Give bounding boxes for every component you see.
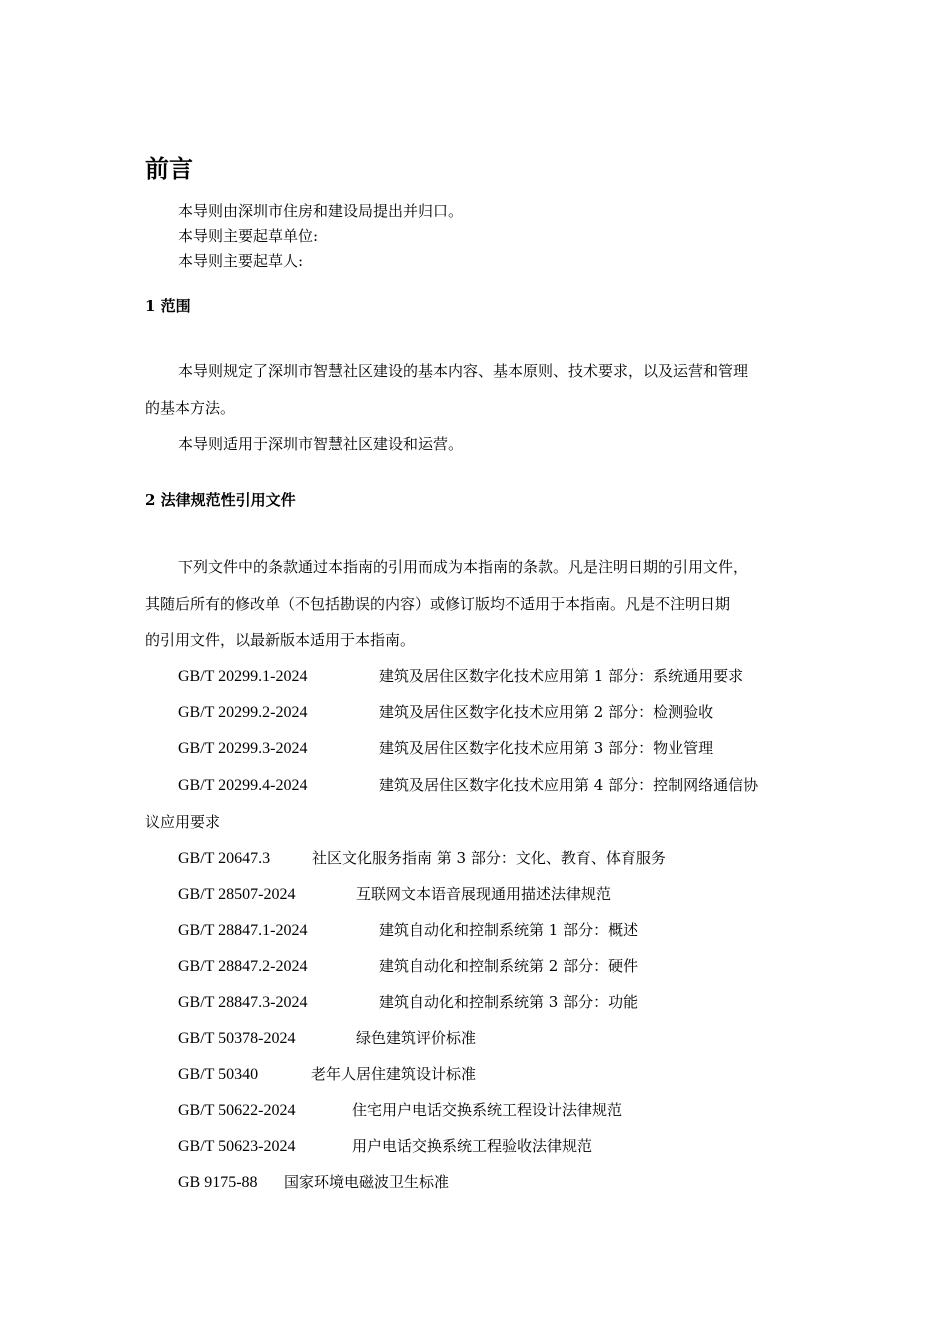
section-2-heading: 2 法律规范性引用文件 bbox=[145, 491, 296, 509]
reference-title: 国家环境电磁波卫生标准 bbox=[284, 1173, 450, 1191]
reference-code: GB/T 20299.1-2024 bbox=[178, 668, 308, 685]
reference-code: GB/T 20299.2-2024 bbox=[178, 704, 308, 721]
reference-code: GB/T 20299.4-2024 bbox=[178, 777, 308, 794]
reference-item bbox=[178, 955, 638, 978]
reference-item bbox=[178, 1171, 449, 1194]
reference-item bbox=[178, 1027, 476, 1050]
reference-title: 互联网文本语音展现通用描述法律规范 bbox=[356, 885, 612, 903]
reference-item bbox=[178, 1063, 476, 1086]
section-2-intro-line-2: 其随后所有的修改单（不包括勘误的内容）或修订版均不适用于本指南。凡是不注明日期 bbox=[145, 595, 731, 613]
preface-line-drafters: 本导则主要起草人: bbox=[178, 252, 304, 270]
section-2-intro-line-3: 的引用文件，以最新版本适用于本指南。 bbox=[145, 631, 416, 649]
reference-title: 建筑及居住区数字化技术应用第 2 部分：检测验收 bbox=[379, 703, 714, 721]
reference-item bbox=[178, 1135, 592, 1158]
reference-title: 社区文化服务指南 第 3 部分：文化、教育、体育服务 bbox=[312, 849, 666, 867]
reference-item bbox=[178, 737, 713, 760]
reference-code: GB/T 28847.2-2024 bbox=[178, 958, 308, 975]
reference-item bbox=[178, 701, 713, 724]
reference-continuation: 议应用要求 bbox=[145, 813, 221, 831]
reference-code: GB 9175-88 bbox=[178, 1174, 258, 1191]
preface-title: 前言 bbox=[145, 154, 193, 183]
reference-title: 建筑自动化和控制系统第 1 部分：概述 bbox=[379, 921, 639, 939]
reference-code: GB/T 28847.3-2024 bbox=[178, 994, 308, 1011]
reference-title: 建筑及居住区数字化技术应用第 3 部分：物业管理 bbox=[379, 739, 714, 757]
section-1-para-1-line-1: 本导则规定了深圳市智慧社区建设的基本内容、基本原则、技术要求，以及运营和管理 bbox=[178, 362, 749, 380]
reference-item bbox=[178, 774, 758, 797]
reference-code: GB/T 28847.1-2024 bbox=[178, 922, 308, 939]
reference-title: 老年人居住建筑设计标准 bbox=[311, 1065, 477, 1083]
reference-code: GB/T 20647.3 bbox=[178, 850, 271, 867]
reference-code: GB/T 50622-2024 bbox=[178, 1102, 296, 1119]
reference-title: 用户电话交换系统工程验收法律规范 bbox=[352, 1137, 593, 1155]
reference-code: GB/T 50378-2024 bbox=[178, 1030, 296, 1047]
reference-title: 建筑及居住区数字化技术应用第 4 部分：控制网络通信协 bbox=[379, 776, 759, 794]
section-1-para-1-line-2: 的基本方法。 bbox=[145, 399, 236, 417]
reference-code: GB/T 28507-2024 bbox=[178, 886, 296, 903]
reference-item bbox=[178, 1099, 622, 1122]
reference-title: 建筑及居住区数字化技术应用第 1 部分：系统通用要求 bbox=[379, 667, 744, 685]
reference-title: 建筑自动化和控制系统第 3 部分：功能 bbox=[379, 993, 639, 1011]
reference-item bbox=[178, 847, 666, 870]
preface-line-drafting-units: 本导则主要起草单位: bbox=[178, 227, 319, 245]
section-2-intro-line-1: 下列文件中的条款通过本指南的引用而成为本指南的条款。凡是注明日期的引用文件， bbox=[178, 558, 749, 576]
reference-code: GB/T 50340 bbox=[178, 1066, 259, 1083]
reference-item bbox=[178, 919, 638, 942]
reference-title: 建筑自动化和控制系统第 2 部分：硬件 bbox=[379, 957, 639, 975]
reference-code: GB/T 20299.3-2024 bbox=[178, 740, 308, 757]
reference-code: GB/T 50623-2024 bbox=[178, 1138, 296, 1155]
preface-line-proposer: 本导则由深圳市住房和建设局提出并归口。 bbox=[178, 202, 464, 220]
section-1-para-2: 本导则适用于深圳市智慧社区建设和运营。 bbox=[178, 435, 464, 453]
reference-item bbox=[178, 883, 611, 906]
reference-item bbox=[178, 991, 638, 1014]
reference-item bbox=[178, 665, 743, 688]
reference-title: 住宅用户电话交换系统工程设计法律规范 bbox=[352, 1101, 623, 1119]
section-1-heading: 1 范围 bbox=[145, 297, 191, 315]
reference-title: 绿色建筑评价标准 bbox=[356, 1029, 477, 1047]
